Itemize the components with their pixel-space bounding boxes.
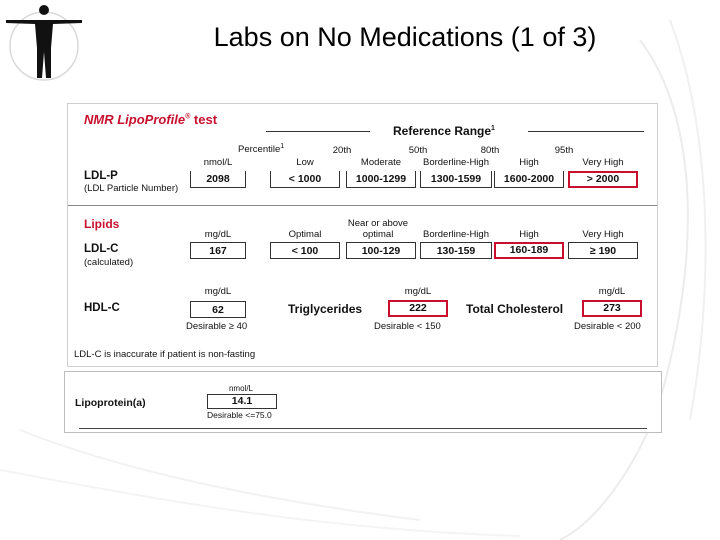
- hdlc-label: HDL-C: [84, 302, 120, 314]
- percentile-80: 80th: [480, 145, 500, 156]
- ldlp-sublabel: (LDL Particle Number): [84, 183, 179, 194]
- reference-range-heading: Reference Range$^1$: [393, 124, 495, 138]
- lpa-unit: nmol/L: [228, 384, 253, 393]
- lipoprotein-a-report: [64, 371, 662, 433]
- hdlc-desirable: Desirable ≥ 40: [186, 321, 248, 332]
- human-figure-icon: [4, 2, 84, 82]
- total-cholesterol-value: 273: [582, 300, 642, 317]
- hdlc-value: 62: [190, 301, 246, 318]
- triglycerides-unit: mg/dL: [404, 286, 432, 297]
- ldlc-range-near-optimal: 100-129: [346, 242, 416, 259]
- percentile-20: 20th: [332, 145, 352, 156]
- ldlc-sublabel: (calculated): [84, 257, 134, 268]
- hdlc-unit: mg/dL: [204, 286, 232, 297]
- ldlc-value: 167: [190, 242, 246, 259]
- lipids-heading: Lipids: [84, 217, 120, 231]
- ldlc-range-high: 160-189: [494, 242, 564, 259]
- ldlp-cat-very-high: Very High: [582, 157, 624, 168]
- lpa-label: Lipoprotein(a): [75, 397, 146, 409]
- ldlp-cat-moderate: Moderate: [360, 157, 402, 168]
- fasting-note: LDL-C is inaccurate if patient is non-fasting: [74, 349, 256, 360]
- ldlp-cat-borderline: Borderline-High: [422, 157, 489, 168]
- test-name: NMR LipoProfile® test: [84, 112, 218, 127]
- ldlp-range-borderline: 1300-1599: [420, 171, 492, 188]
- ldlp-label: LDL-P: [84, 170, 118, 182]
- lipids-cat-near-optimal: Near or above optimal: [347, 218, 409, 240]
- ldlp-range-high: 1600-2000: [494, 171, 564, 188]
- ldlp-range-moderate: 1000-1299: [346, 171, 416, 188]
- percentile-95: 95th: [554, 145, 574, 156]
- total-cholesterol-label: Total Cholesterol: [466, 302, 564, 316]
- ldlp-unit: nmol/L: [203, 157, 233, 168]
- slide-title: Labs on No Medications (1 of 3): [213, 22, 597, 52]
- lipids-cat-very-high: Very High: [582, 229, 624, 240]
- lipids-cat-optimal: Optimal: [288, 229, 322, 240]
- lipids-cat-borderline: Borderline-High: [422, 229, 489, 240]
- ldlp-range-very-high: > 2000: [568, 171, 638, 188]
- lpa-desirable: Desirable <=75.0: [207, 410, 272, 420]
- triglycerides-label: Triglycerides: [288, 302, 363, 316]
- triglycerides-value: 222: [388, 300, 448, 317]
- total-cholesterol-desirable: Desirable < 200: [574, 321, 641, 332]
- triglycerides-desirable: Desirable < 150: [374, 321, 441, 332]
- ldlc-label: LDL-C: [84, 243, 119, 255]
- percentile-label: Percentile$^1$: [238, 143, 285, 156]
- ldlc-range-very-high: ≥ 190: [568, 242, 638, 259]
- ldlp-range-low: < 1000: [270, 171, 340, 188]
- lpa-value: 14.1: [207, 394, 277, 409]
- total-cholesterol-unit: mg/dL: [598, 286, 626, 297]
- lipoprofile-report: [67, 103, 658, 367]
- ldlp-value: 2098: [190, 171, 246, 188]
- ldlc-range-optimal: < 100: [270, 242, 340, 259]
- ldlp-cat-high: High: [519, 157, 539, 168]
- ldlc-range-borderline: 130-159: [420, 242, 492, 259]
- percentile-50: 50th: [408, 145, 428, 156]
- lipids-unit: mg/dL: [204, 229, 232, 240]
- lipids-cat-high: High: [519, 229, 539, 240]
- ldlp-cat-low: Low: [296, 157, 314, 168]
